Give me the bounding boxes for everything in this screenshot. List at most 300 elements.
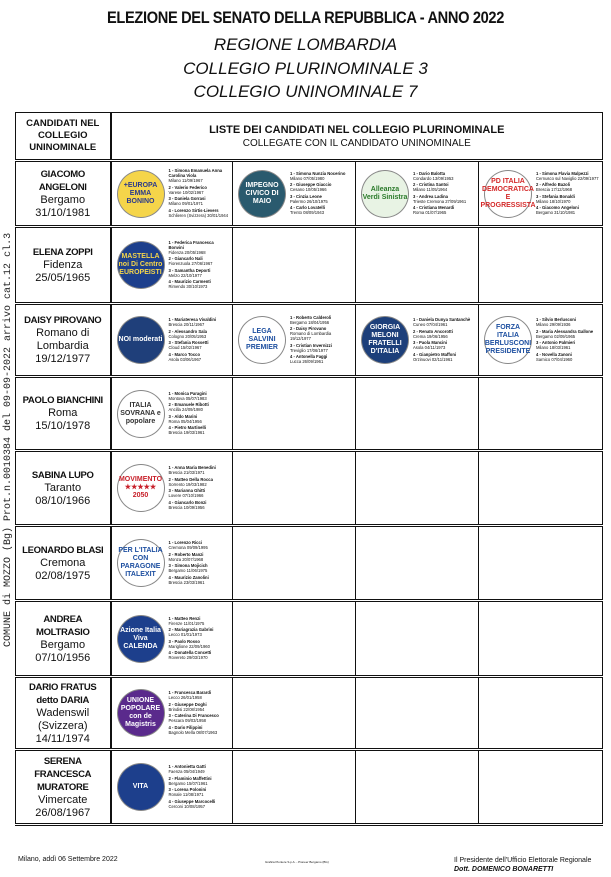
list-candidate-name: 2 - Flaminio Maffettini <box>168 775 212 781</box>
list-candidate-name: 3 - Aldo Marini <box>168 413 198 419</box>
list-candidates <box>536 171 599 217</box>
list-candidate-item <box>413 182 466 192</box>
list-candidate-item <box>169 185 230 195</box>
list-candidate-birth: Brescia 19/03/1961 <box>168 430 205 435</box>
list-candidate-birth: Schlieren (Svizzera) 30/01/1944 <box>168 212 229 218</box>
list-candidate-item <box>169 500 216 510</box>
region-title: REGIONE LOMBARDIA <box>213 35 398 54</box>
list-candidate-birth: Roma 05/04/1956 <box>168 418 202 424</box>
list-candidates <box>169 690 219 736</box>
list-candidate-item <box>413 317 470 327</box>
list-candidate-item <box>169 352 217 362</box>
candidate-birthdate: 02/08/1975 <box>35 569 91 582</box>
list-candidate-item <box>290 326 352 341</box>
list-candidate-name: 2 - Emanuele Ribotti <box>168 402 209 407</box>
list-candidate-name: 1 - Mariateresa Vivaldini <box>168 317 217 322</box>
list-candidate-birth: Brindisi 22/08/1954 <box>168 706 205 712</box>
list-candidate-name: 2 - Maria Alessandra Gallone <box>536 328 594 334</box>
list-candidate-birth: Varese 10/02/1967 <box>168 189 204 195</box>
list-cell <box>356 161 479 227</box>
candidate-birthdate: 08/10/1966 <box>35 494 91 507</box>
list-candidate-name: 3 - Cristian Invernizzi <box>290 342 332 348</box>
candidate-name: DARIO FRATUS <box>29 681 97 693</box>
list-candidate-item <box>413 205 466 215</box>
list-candidate-item <box>169 776 216 786</box>
list-candidate-name: 4 - Dario Filippini <box>168 724 203 730</box>
list-candidate-birth: Trieste Cremona 27/09/1961 <box>413 198 467 204</box>
list-candidate-name: 4 - Gianpietro Maffoni <box>413 351 457 357</box>
list-candidate-birth: Palermo 26/10/1975 <box>290 198 328 204</box>
list-candidate-birth: Crema 19/06/1956 <box>413 333 448 339</box>
candidate-row <box>16 526 603 601</box>
list-candidate-birth: Sarnico 07/04/1960 <box>536 356 573 362</box>
list-candidate-birth: Cuneo 07/04/1961 <box>413 322 448 327</box>
list-candidate-birth: Lovere 07/10/1966 <box>168 493 204 498</box>
list-candidate-item <box>290 354 352 364</box>
party-list <box>112 690 233 736</box>
party-logo-icon: PER L'ITALIA CON PARAGONE ITALEXIT <box>118 540 164 586</box>
party-logo-icon: ITALIA SOVRANA e popolare <box>118 391 164 437</box>
list-candidate-name: 4 - Lorenzo Sirtis-Lievers <box>168 207 219 213</box>
list-cell <box>479 227 603 304</box>
list-candidates <box>169 465 216 511</box>
list-candidates <box>413 171 466 217</box>
list-candidate-birth: Brescia 20/11/1967 <box>168 322 205 327</box>
list-candidate-name: 1 - Silvio Berlusconi <box>536 317 577 322</box>
list-candidate-item <box>290 182 345 192</box>
list-cell <box>356 304 479 377</box>
collegio-uninominale-title: COLLEGIO UNINOMINALE 7 <box>193 82 418 101</box>
candidate-name: ELENA ZOPPI <box>32 246 93 258</box>
party-list <box>112 540 233 586</box>
party-logo-icon: +EUROPA EMMA BONINO <box>118 171 164 217</box>
list-candidate-birth: Brescia 23/03/1961 <box>168 579 205 585</box>
party-logo-icon: FORZA ITALIA BERLUSCONI PRESIDENTE <box>485 317 531 363</box>
party-logo-icon: GIORGIA MELONI FRATELLI D'ITALIA <box>362 317 408 363</box>
list-candidates <box>169 240 230 291</box>
list-cell <box>479 601 603 677</box>
list-candidate-name: 3 - Paolo Rosso <box>168 638 200 644</box>
list-candidate-birth: Treviglio 17/06/1977 <box>290 347 328 353</box>
candidate-birthplace: Roma <box>48 407 78 419</box>
candidate-birthdate: 25/05/1965 <box>35 271 91 284</box>
list-candidate-birth: Milano 29/09/1936 <box>536 322 571 327</box>
list-candidate-item <box>169 256 230 266</box>
list-cell <box>111 304 233 377</box>
list-candidate-name: 2 - Giuseppe Giaccio <box>290 182 332 187</box>
candidate-cell <box>16 750 111 825</box>
list-candidate-name: 2 - Matteo Della Rocca <box>168 476 213 482</box>
candidate-cell <box>16 677 111 750</box>
list-candidate-name: 2 - Daisy Pirovano <box>290 326 327 331</box>
candidate-birthplace: Wadenswil (Svizzera) <box>36 706 90 732</box>
signature-name: Dott. DOMENICO BONARETTI <box>454 866 554 873</box>
list-candidate-birth: Ronale 11/08/1971 <box>168 792 204 797</box>
list-candidate-item <box>169 317 217 327</box>
list-cell <box>233 304 356 377</box>
list-candidate-birth: Cesano 10/05/1966 <box>290 187 327 192</box>
list-candidate-birth: Cernusco sul Naviglio 22/09/1977 <box>536 175 599 181</box>
list-candidate-item <box>169 391 209 401</box>
list-candidate-name: 3 - Andrea Ladina <box>413 193 448 199</box>
list-candidate-name: 1 - Simona Nunzia Nocerino <box>290 170 346 176</box>
list-candidate-birth: Cloud 15/02/1967 <box>168 345 202 350</box>
list-candidate-name: 1 - Simona Emanuela Anna Carolina Viola <box>168 168 223 178</box>
candidate-name: SERENA FRANCESCA <box>34 755 92 780</box>
list-candidate-item <box>169 196 230 206</box>
list-candidate-item <box>169 787 216 797</box>
list-candidate-name: 3 - Daniela Gorrasi <box>168 196 206 201</box>
list-cell <box>111 601 233 677</box>
list-candidate-birth: Bergamo 18/04/1956 <box>290 319 330 325</box>
list-candidate-birth: Monza 20/07/1968 <box>168 556 204 562</box>
candidate-cell <box>16 227 111 304</box>
list-candidate-item <box>169 279 230 289</box>
list-candidate-name: 2 - Mariagrazia Gabrini <box>168 627 214 632</box>
list-candidate-name: 3 - Paola Mancini <box>413 340 447 345</box>
list-candidate-name: 4 - Novella Zanoni <box>536 351 572 357</box>
list-candidate-birth: Milano 11/05/1964 <box>413 187 448 192</box>
party-logo-icon: LEGA SALVINI PREMIER <box>239 317 285 363</box>
header-lists-subtitle: COLLEGATE CON IL CANDIDATO UNINOMINALE <box>242 137 471 149</box>
list-candidate-name: 3 - Antonio Palmieri <box>536 340 576 345</box>
list-candidates <box>169 616 214 662</box>
list-candidate-name: 1 - Lorenzo Ricci <box>168 540 203 545</box>
election-title: ELEZIONE DEL SENATO DELLA REPUBBLICA - ANNO 2022 <box>107 8 504 27</box>
candidate-name: GIACOMO ANGELONI <box>38 168 87 193</box>
candidate-birthdate: 26/08/1967 <box>35 806 91 819</box>
list-candidate-birth: Fiorenzuola 27/06/1967 <box>168 261 213 266</box>
list-candidate-birth: Romano di Lombardia 19/12/1977 <box>290 331 332 341</box>
list-candidate-birth: Mariglione 22/09/1960 <box>168 643 210 649</box>
list-candidates <box>290 315 352 366</box>
list-candidate-item <box>169 650 214 660</box>
list-cell <box>479 750 603 825</box>
list-cell <box>233 677 356 750</box>
list-candidate-name: 4 - Maurizio Carmenti <box>168 279 211 284</box>
list-candidate-item <box>413 352 470 362</box>
list-candidate-item <box>290 315 352 325</box>
list-candidate-birth: Firenze 11/01/1975 <box>168 620 205 626</box>
list-candidate-item <box>169 563 209 573</box>
candidate-birthdate: 14/11/1974 <box>35 732 90 745</box>
list-candidate-name: 1 - Matteo Renzi <box>168 615 201 621</box>
collegio-plurinominale-title: COLLEGIO PLURINOMINALE 3 <box>183 59 428 78</box>
list-cell <box>479 304 603 377</box>
list-candidate-name: 1 - Anna Maria Benedini <box>168 465 216 470</box>
party-list <box>356 317 478 363</box>
list-candidate-item <box>169 764 216 774</box>
list-cell <box>356 601 479 677</box>
party-logo-icon: NOI moderati <box>118 317 164 363</box>
list-cell <box>479 677 603 750</box>
list-candidate-name: 1 - Daniela Dunya Santanchè <box>413 317 471 322</box>
party-logo-icon: MOVIMENTO ★★★★★ 2050 <box>118 465 164 511</box>
list-candidate-birth: Ancilla 24/09/1980 <box>168 407 203 412</box>
list-candidate-birth: Cerconi 10/08/1957 <box>168 803 206 809</box>
candidate-birthplace: Taranto <box>44 481 82 494</box>
candidate-birthplace: Fidenza <box>43 258 83 271</box>
list-candidate-birth: Rovereto 29/03/1970 <box>168 655 208 660</box>
list-cell <box>111 526 233 601</box>
party-list <box>479 317 602 363</box>
list-candidate-name: 4 - Maurizio Zanolini <box>168 574 209 580</box>
list-candidate-birth: Milano 07/05/1980 <box>290 175 325 181</box>
list-candidate-item <box>413 340 470 350</box>
table-header-row <box>16 113 603 161</box>
party-list <box>112 317 233 363</box>
footer-printer: Grafica Pioniere S.p.A. - Pioneer Bergamo (BG) <box>265 860 329 864</box>
list-candidate-item <box>169 340 217 350</box>
list-candidate-name: 2 - Giuseppe Doghi <box>168 701 207 707</box>
list-candidate-name: 1 - Antonietta Gatti <box>168 764 206 769</box>
list-candidate-birth: Asola 03/06/1967 <box>168 356 202 362</box>
list-candidate-item <box>169 616 214 626</box>
candidate-birthdate: 19/12/1977 <box>35 353 91 365</box>
header-lists-title: LISTE DEI CANDIDATI NEL COLLEGIO PLURINOMINALE <box>209 123 505 136</box>
candidates-table <box>15 112 603 826</box>
list-candidate-item <box>169 702 219 712</box>
party-logo-icon: IMPEGNO CIVICO DI MAIO <box>239 171 285 217</box>
list-cell <box>356 750 479 825</box>
list-cell <box>356 677 479 750</box>
list-candidate-name: 4 - Giancarlo Bonzi <box>168 499 207 505</box>
list-candidate-birth: Cologno 20/05/1953 <box>168 333 207 339</box>
candidate-cell <box>16 526 111 601</box>
party-logo-icon: Azione Italia Viva CALENDA <box>118 616 164 662</box>
list-cell <box>111 227 233 304</box>
list-candidate-name: 3 - Simona Mojicich <box>168 563 208 568</box>
party-logo-icon: VITA <box>118 764 164 810</box>
list-candidate-name: 3 - Caterina Di Francesco <box>168 713 219 718</box>
list-candidate-name: 4 - Carlo Lovatelli <box>290 205 325 210</box>
candidate-row <box>16 601 603 677</box>
list-candidate-item <box>536 205 599 215</box>
list-candidate-birth: Milano 11/09/1967 <box>168 178 203 183</box>
candidate-birthdate: 31/10/1981 <box>35 206 91 219</box>
party-list <box>233 315 355 366</box>
candidate-birthplace: Bergamo <box>40 193 86 206</box>
candidate-birthdate: 07/10/1956 <box>35 651 91 664</box>
list-candidate-item <box>536 194 599 204</box>
list-candidate-item <box>169 690 219 700</box>
list-candidate-birth: Roma 01/07/1965 <box>413 210 447 215</box>
list-candidate-birth: Bergamo 11/06/1975 <box>168 568 208 573</box>
candidate-name: DAISY PIROVANO <box>24 315 102 326</box>
party-list <box>356 171 478 217</box>
candidate-cell <box>16 161 111 227</box>
list-cell <box>233 526 356 601</box>
list-candidates <box>290 171 345 217</box>
list-cell <box>233 750 356 825</box>
list-candidate-name: 2 - Giancarlo Nali <box>168 256 203 261</box>
list-candidate-name: 2 - Renato Ancorotti <box>413 328 453 334</box>
list-candidate-name: 1 - Francesca Barardi <box>168 690 212 695</box>
list-candidate-birth: Brescia 21/03/1971 <box>168 470 205 475</box>
list-cell <box>111 677 233 750</box>
list-candidate-item <box>536 340 593 350</box>
list-candidate-item <box>169 168 230 183</box>
list-candidate-name: 4 - Giacomo Angeloni <box>536 205 579 210</box>
list-candidate-item <box>169 713 219 723</box>
list-candidate-name: 2 - Alessandro Sala <box>168 328 207 334</box>
header-lists-cell <box>111 113 603 161</box>
list-candidate-item <box>536 352 593 362</box>
candidate-birthplace: Romano di Lombardia <box>36 327 90 352</box>
list-candidates <box>169 391 209 437</box>
list-candidate-item <box>169 639 214 649</box>
list-candidate-item <box>169 488 216 498</box>
list-candidate-item <box>290 205 345 215</box>
list-cell <box>111 451 233 526</box>
candidate-cell <box>16 601 111 677</box>
list-candidate-birth: Bagnolo Mella 08/07/1963 <box>168 729 218 735</box>
list-cell <box>479 451 603 526</box>
list-candidate-birth: Trento 08/09/1943 <box>290 210 325 215</box>
candidate-name: SABINA LUPO <box>31 469 94 481</box>
candidate-birthplace: Cremona <box>40 556 86 569</box>
list-candidate-name: 1 - Monica Paragini <box>168 390 207 396</box>
list-candidate-birth: Bergamo 02/09/1965 <box>536 333 576 339</box>
list-candidates <box>536 317 593 363</box>
candidate-cell <box>16 304 111 377</box>
party-logo-icon: PD ITALIA DEMOCRATICA E PROGRESSISTA <box>485 171 531 217</box>
list-candidate-birth: Fidenza 20/05/1968 <box>168 249 206 255</box>
list-candidate-item <box>536 317 593 327</box>
list-candidate-name: 3 - Marianna Ghitti <box>168 488 206 493</box>
list-cell <box>479 377 603 451</box>
list-candidate-birth: Lecco 01/01/1973 <box>168 632 202 637</box>
candidate-birthdate: 15/10/1978 <box>35 420 91 432</box>
party-list <box>112 465 233 511</box>
party-logo-icon: UNIONE POPOLARE con de Magistris <box>118 690 164 736</box>
list-candidate-item <box>169 725 219 735</box>
list-candidate-birth: Asola 04/11/1973 <box>413 345 446 350</box>
list-candidate-item <box>169 552 209 562</box>
list-candidate-name: 1 - Federica Francesca Bonvini <box>168 239 214 250</box>
list-candidate-name: 2 - Alfredo Bazoli <box>536 182 571 187</box>
list-cell <box>356 377 479 451</box>
header-candidates-cell <box>16 113 111 161</box>
party-list <box>112 764 233 810</box>
list-candidate-item <box>169 477 216 487</box>
list-candidate-name: 3 - Lorena Polonini <box>168 787 207 792</box>
list-candidate-birth: Cremona 09/09/1995 <box>168 545 208 550</box>
list-candidate-birth: Melzo 22/10/1977 <box>168 272 202 278</box>
candidate-row <box>16 750 603 825</box>
list-candidate-name: 2 - Roberto Manzi <box>168 551 204 557</box>
list-candidate-item <box>169 425 209 435</box>
list-candidate-birth: Milano 18/03/1961 <box>536 345 571 350</box>
list-candidate-birth: Rimendo 30/10/1973 <box>168 284 208 289</box>
candidate-row <box>16 227 603 304</box>
list-candidate-item <box>169 268 230 278</box>
list-candidate-birth: Orzinuovi 02/11/1961 <box>413 356 453 362</box>
list-cell <box>111 377 233 451</box>
list-candidate-name: 4 - Donatella Concetti <box>168 650 212 655</box>
candidate-row <box>16 677 603 750</box>
party-list <box>112 168 233 219</box>
list-candidate-item <box>536 171 599 181</box>
list-cell <box>233 451 356 526</box>
list-candidate-name: 3 - Stefania Bonaldi <box>536 193 575 199</box>
list-candidate-birth: Condardo 13/09/1953 <box>413 175 454 181</box>
list-cell <box>111 161 233 227</box>
list-candidate-item <box>169 414 209 424</box>
list-candidate-name: 4 - Pietro Martinelli <box>168 425 206 430</box>
list-candidate-birth: Sorrento 19/03/1982 <box>168 481 207 487</box>
list-candidate-birth: Faenza 05/04/1949 <box>168 769 205 774</box>
list-candidate-name: 4 - Giuseppe Marcocelli <box>168 798 216 804</box>
list-cell <box>233 227 356 304</box>
party-list <box>112 616 233 662</box>
candidate-row <box>16 161 603 227</box>
list-candidate-birth: Montova 05/07/1983 <box>168 395 207 401</box>
list-candidate-item <box>413 171 466 181</box>
party-logo-icon: MASTELLA noi Di Centro EUROPEISTI <box>118 242 164 288</box>
signature-role: Il Presidente dell'Ufficio Elettorale Regionale <box>454 857 592 864</box>
list-candidate-birth: Milano 09/01/1971 <box>168 201 203 206</box>
list-candidate-item <box>169 799 216 809</box>
candidate-name: PAOLO BIANCHINI <box>22 395 103 406</box>
candidate-alias: MURATORE <box>36 781 89 793</box>
list-candidate-name: 2 - Cristina Santoi <box>413 182 449 187</box>
list-candidate-name: 4 - Antonella Faggi <box>290 354 328 359</box>
party-logo-icon: Alleanza Verdi Sinistra <box>362 171 408 217</box>
candidate-birthplace: Vimercate <box>38 793 88 806</box>
candidate-name: ANDREA MOLTRASIO <box>35 613 90 638</box>
candidate-alias: detto DARIA <box>36 694 90 706</box>
list-candidates <box>169 168 230 219</box>
list-candidates <box>413 317 470 363</box>
list-candidate-name: 3 - Cinzia Leone <box>290 193 322 199</box>
list-candidate-item <box>413 329 470 339</box>
list-candidate-item <box>536 182 599 192</box>
list-candidate-item <box>169 402 209 412</box>
list-candidate-birth: Brescia 10/09/1956 <box>168 504 205 510</box>
candidate-row <box>16 451 603 526</box>
candidate-cell <box>16 451 111 526</box>
candidate-cell <box>16 377 111 451</box>
list-candidate-item <box>169 240 230 255</box>
list-candidates <box>169 540 209 586</box>
list-candidate-birth: Lecco 26/01/1958 <box>168 695 202 700</box>
list-candidate-item <box>290 343 352 353</box>
list-candidate-birth: Milano 18/10/1970 <box>536 198 571 204</box>
list-candidate-item <box>413 194 466 204</box>
list-candidate-item <box>290 171 345 181</box>
protocol-stamp: COMUNE di MOZZO (Bg) Prot.n.0010384 del 09-09-2022 arrivo cat.12 cl.3 <box>3 232 14 647</box>
list-candidate-item <box>169 627 214 637</box>
list-candidate-birth: Pescara 09/03/1958 <box>168 718 206 723</box>
list-candidates <box>169 764 216 810</box>
list-candidate-name: 1 - Roberto Calderoli <box>290 314 332 320</box>
candidate-row <box>16 304 603 377</box>
list-candidate-name: 2 - Valerio Federico <box>168 184 207 190</box>
candidate-name: LEONARDO BLASI <box>22 544 104 556</box>
list-candidate-name: 4 - Cristiana Menardi <box>413 205 455 210</box>
list-cell <box>233 377 356 451</box>
party-list <box>112 391 233 437</box>
list-candidate-birth: Brescia 17/12/1968 <box>536 187 573 192</box>
list-cell <box>356 227 479 304</box>
list-cell <box>479 526 603 601</box>
footer-signature <box>454 856 591 874</box>
list-candidate-birth: Lucca 26/09/1961 <box>290 359 324 364</box>
list-candidate-item <box>169 575 209 585</box>
list-candidate-name: 1 - Simona Flavia Malpezzi <box>536 170 589 176</box>
party-list <box>479 171 602 217</box>
